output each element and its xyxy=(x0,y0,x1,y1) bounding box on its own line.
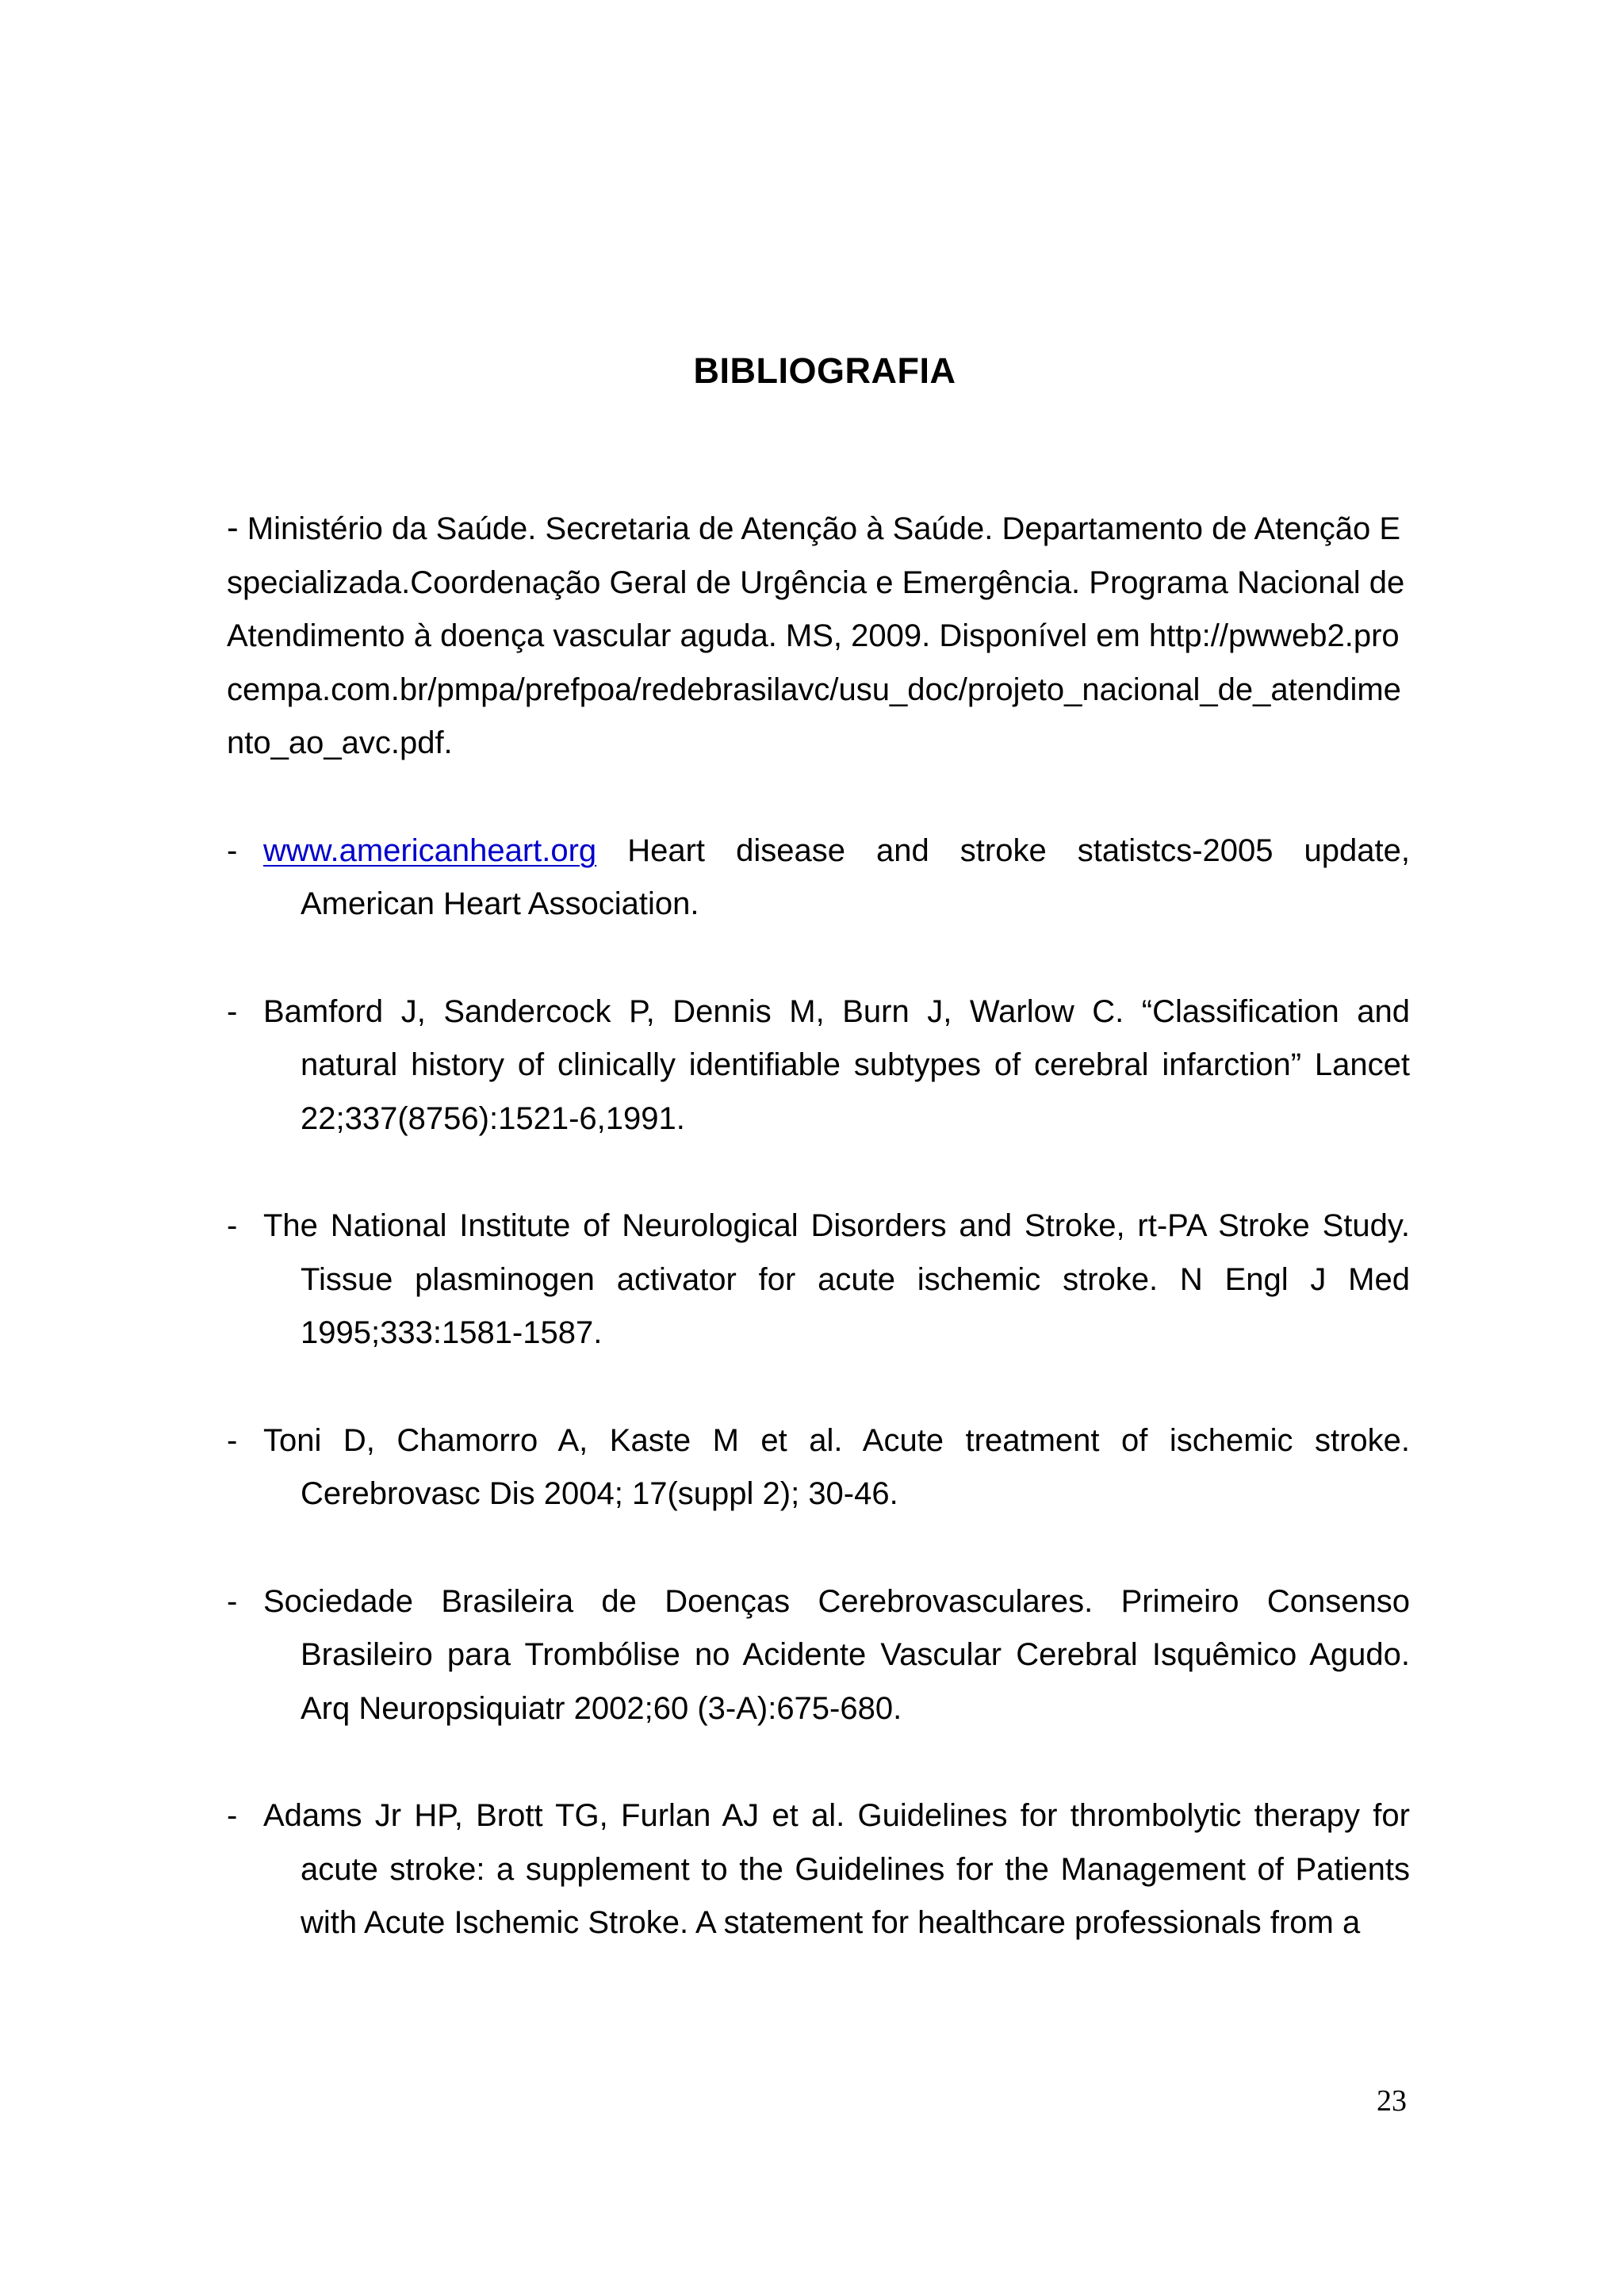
reference-text: Toni D, Chamorro A, Kaste M et al. Acute treatment of ischemic stroke. Cerebrovasc Dis 2004; 17(suppl 2); 30-46. xyxy=(263,1422,1410,1511)
reference-item xyxy=(227,1789,1410,1950)
reference-item xyxy=(227,1200,1410,1360)
reference-item xyxy=(227,1575,1410,1736)
reference-text: Sociedade Brasileira de Doenças Cerebrovasculares. Primeiro Consenso Brasileiro para Trombólise no Acidente Vascular Cerebral Isquêmico Agudo. Arq Neuropsiquiatr 2002;60 (3-A):675-680. xyxy=(263,1583,1410,1726)
reference-text: Heart disease and stroke statistcs-2005 update, American Heart Association. xyxy=(301,832,1410,921)
reference-item xyxy=(227,1414,1410,1521)
reference-dash: - xyxy=(227,993,238,1029)
reference-item xyxy=(227,985,1410,1146)
reference-item xyxy=(227,501,1410,771)
page-title: BIBLIOGRAFIA xyxy=(693,350,956,391)
reference-dash: - xyxy=(227,1208,238,1243)
reference-dash: - xyxy=(227,508,239,547)
reference-text: Ministério da Saúde. Secretaria de Atenção à Saúde. Departamento de Atenção Especializada.Coordenação Geral de Urgência e Emergência. Programa Nacional de Atendimento à doença vascular aguda. MS, 2009. Disponível em http://pwweb2.procempa.com.br/pmpa/prefpoa/redebrasilavc/usu_doc/projeto_nacional_de_atendimento_ao_avc.pdf. xyxy=(227,511,1405,760)
reference-dash: - xyxy=(227,832,238,868)
reference-text: Adams Jr HP, Brott TG, Furlan AJ et al. Guidelines for thrombolytic therapy for acute stroke: a supplement to the Guidelines for the Management of Patients with Acute Ischemic Stroke. A statement for healthcare professionals from a xyxy=(263,1798,1410,1940)
reference-list xyxy=(227,501,1410,2004)
reference-text: Bamford J, Sandercock P, Dennis M, Burn J, Warlow C. “Classification and natural history of clinically identifiable subtypes of cerebral infarction” Lancet 22;337(8756):1521-6,1991. xyxy=(263,993,1410,1136)
page-number: 23 xyxy=(1377,2084,1407,2118)
reference-item xyxy=(227,825,1410,932)
reference-dash: - xyxy=(227,1798,238,1833)
american-heart-link[interactable]: www.americanheart.org xyxy=(263,832,597,868)
reference-dash: - xyxy=(227,1422,238,1458)
reference-dash: - xyxy=(227,1583,238,1619)
reference-text: The National Institute of Neurological Disorders and Stroke, rt-PA Stroke Study. Tissue plasminogen activator for acute ischemic stroke. N Engl J Med 1995;333:1581-1587. xyxy=(263,1208,1410,1350)
